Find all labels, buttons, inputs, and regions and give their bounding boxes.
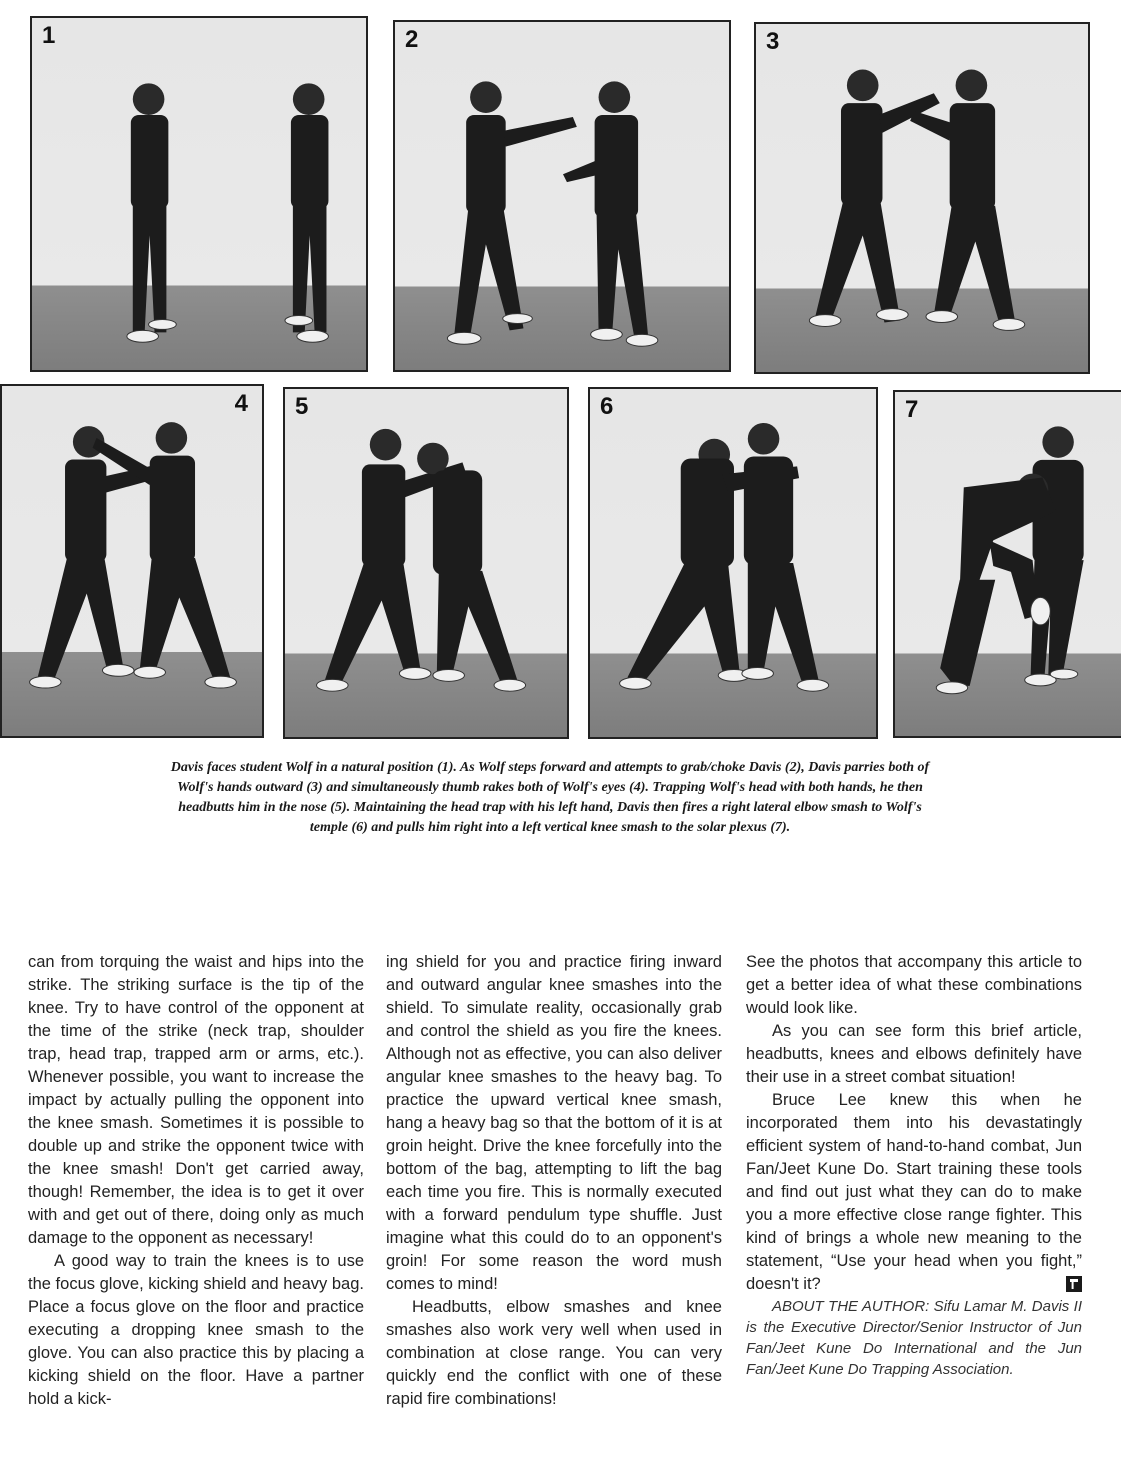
figures-illustration	[2, 386, 262, 736]
photo-number: 5	[295, 393, 309, 420]
paragraph: Bruce Lee knew this when he incorporated them into his devastatingly efficient system of hand-to-hand combat, Jun Fan/Jeet Kune Do. Start training these tools and find out just what they can do to make you a more effective close range fighter. This kind of brings a whole new meaning to the statement, “Use your head when you fight,” doesn't it?	[746, 1091, 1082, 1293]
figures-illustration	[285, 389, 567, 737]
paragraph: As you can see form this brief article, headbutts, knees and elbows definitely have their use in a street combat situation!	[746, 1022, 1082, 1086]
paragraph: Headbutts, elbow smashes and knee smashes also work very well when used in combination at close range. You can very quickly end the conflict with one of these rapid fire combinations!	[386, 1298, 722, 1408]
paragraph: can from torquing the waist and hips into the strike. The striking surface is the tip of the knee. Try to have control of the opponent at the time of the strike (neck trap, shoulder trap, head trap, trapped arm or arms, etc.). Whenever possible, you want to increase the impact by actually pulling the opponent into the knee smash. Sometimes it is possible to double up and strike the opponent twice with the knee smash! Don't get carried away, though! Remember, the idea is to get it over with and get out of there, doing only as much damage to the opponent as necessary!	[28, 953, 364, 1247]
paragraph: A good way to train the knees is to use the focus glove, kicking shield and heavy bag. Place a focus glove on the floor and practice executing a dropping knee smash to the glove. You can also practice this by placing a kicking shield on the floor. Have a partner hold a kick-	[28, 1252, 364, 1408]
photo-number: 4	[234, 390, 248, 417]
figures-illustration	[895, 392, 1121, 736]
photo-2	[393, 20, 731, 372]
figures-illustration	[395, 22, 729, 370]
photo-7	[893, 390, 1121, 738]
paragraph: ing shield for you and practice firing inward and outward angular knee smashes into the shield. To simulate reality, occasionally grab and control the shield as you fire the knees. Although not as effective, you can also deliver angular knee smashes to the heavy bag. To practice the upward vertical knee smash, hang a heavy bag so that the bottom of it is at groin height. Drive the knee forcefully into the bottom of the bag, attempting to lift the bag each time you fire. This is normally executed with a forward pendulum type shuffle. Just imagine what this could do to an opponent's groin! For some reason the word mush comes to mind!	[386, 953, 722, 1293]
figures-illustration	[32, 18, 366, 370]
paragraph: See the photos that accompany this article to get a better idea of what these combinations would look like.	[746, 953, 1082, 1017]
text-column-3	[746, 951, 1082, 1380]
photo-4	[0, 384, 264, 738]
about-the-author: ABOUT THE AUTHOR: Sifu Lamar M. Davis II is the Executive Director/Senior Instructor of Jun Fan/Jeet Kune Do International and the Jun Fan/Jeet Kune Do Trapping Association.	[746, 1298, 1082, 1378]
figures-illustration	[590, 389, 876, 737]
paragraph-with-end-mark	[746, 1089, 1082, 1296]
figures-illustration	[756, 24, 1088, 372]
photo-number: 2	[405, 26, 419, 53]
photo-3	[754, 22, 1090, 374]
end-of-article-icon	[1066, 1276, 1082, 1292]
photo-number: 3	[766, 28, 780, 55]
text-column-1	[28, 951, 364, 1411]
photo-number: 7	[905, 396, 919, 423]
photo-6	[588, 387, 878, 739]
text-column-2	[386, 951, 722, 1411]
photo-number: 6	[600, 393, 614, 420]
photo-5	[283, 387, 569, 739]
photo-caption: Davis faces student Wolf in a natural position (1). As Wolf steps forward and attempts to grab/choke Davis (2), Davis parries both of Wolf's hands outward (3) and simultaneously thumb rakes both of Wolf's eyes (4). Trapping Wolf's head with both hands, he then headbutts him in the nose (5). Maintaining the head trap with his left hand, Davis then fires a right lateral elbow smash to Wolf's temple (6) and pulls him right into a left vertical knee smash to the solar plexus (7).	[170, 760, 930, 835]
photo-number: 1	[42, 22, 56, 49]
photo-1	[30, 16, 368, 372]
